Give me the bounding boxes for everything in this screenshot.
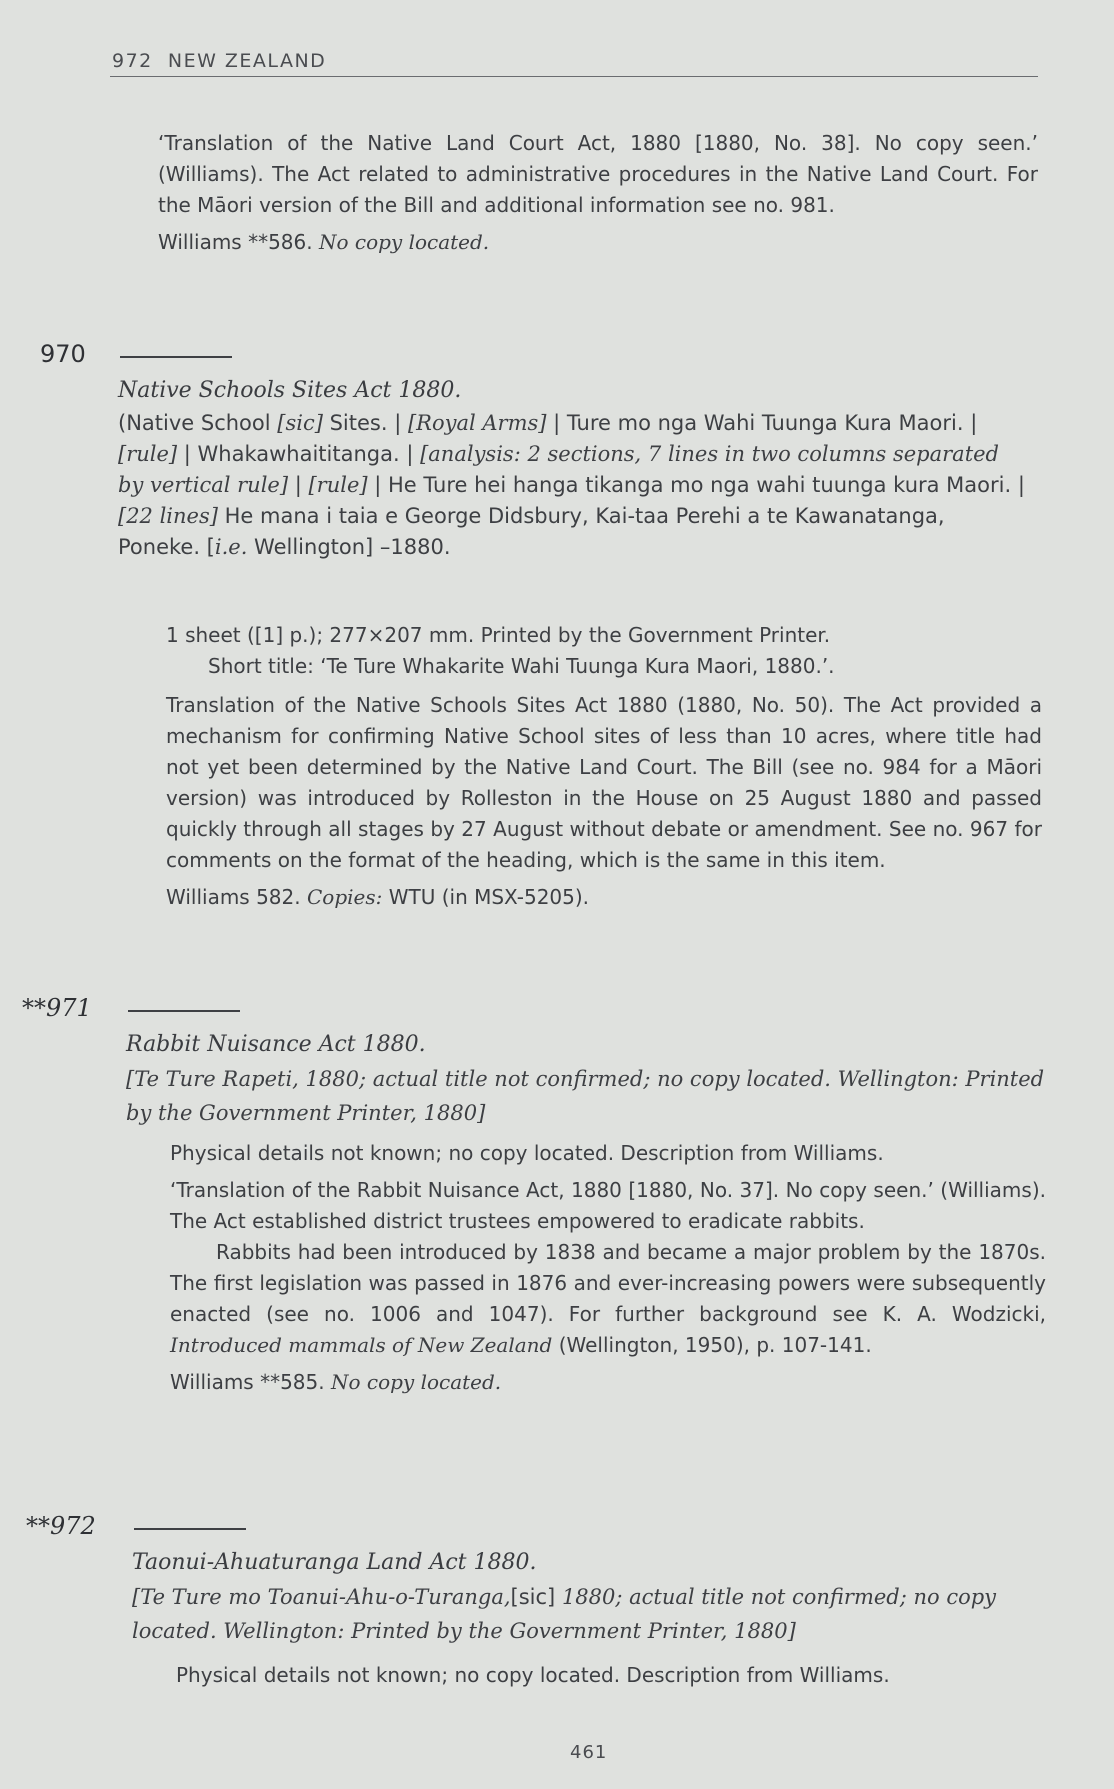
entry-number-972: **972 xyxy=(26,1512,96,1540)
tr-ie: i.e. xyxy=(214,535,248,559)
tr-7: | Whakawhaititanga. | xyxy=(177,442,421,466)
note-970 xyxy=(166,690,1042,913)
transcription-970 xyxy=(118,408,1028,563)
bracket-972-text xyxy=(132,1580,1042,1648)
bracket-971 xyxy=(126,1062,1046,1130)
entry-title-971: Rabbit Nuisance Act 1880. xyxy=(126,1032,426,1057)
tr-royal-arms: [Royal Arms] xyxy=(407,411,547,435)
bracket-972-sic: [sic] xyxy=(510,1585,556,1609)
note-971-a: ‘Translation of the Rabbit Nuisance Act, 1880 [1880, No. 37]. No copy seen.’ (Williams). The Act established district trustees empowered to eradicate rabbits. xyxy=(170,1178,1046,1233)
running-head-page: 972 xyxy=(112,50,153,72)
physical-972 xyxy=(176,1660,1046,1691)
bracket-971-text: [Te Ture Rapeti, 1880; actual title not confirmed; no copy located. Wellington: Printed by the Government Printer, 1880] xyxy=(126,1067,1045,1125)
tr-22-lines: [22 lines] xyxy=(118,504,218,528)
ref-971-note: No copy located. xyxy=(330,1370,502,1394)
note-971-b-3: (Wellington, 1950), p. 107-141. xyxy=(552,1333,872,1357)
page-folio: 461 xyxy=(570,1742,608,1763)
tr-rule-1: [rule] xyxy=(118,442,178,466)
tr-15: Wellington] –1880. xyxy=(247,535,451,559)
tr-analysis: [analysis: 2 sections, 7 lines in two columns separated by vertical rule] xyxy=(118,442,999,497)
running-head xyxy=(112,50,326,72)
running-head-country: NEW ZEALAND xyxy=(167,50,327,72)
entry-dash-971 xyxy=(128,1010,240,1012)
ref-970: Williams 582. xyxy=(166,885,301,909)
copies-970: WTU (in MSX-5205). xyxy=(388,885,590,909)
tr-5: | Ture mo nga Wahi Tuunga Kura Maori. | xyxy=(546,411,978,435)
tr-rule-2: [rule] xyxy=(308,473,368,497)
physical-970 xyxy=(166,620,1046,682)
reference-971 xyxy=(170,1367,1046,1398)
entry-title-970: Native Schools Sites Act 1880. xyxy=(118,378,462,403)
physical-971-text: Physical details not known; no copy located. Description from Williams. xyxy=(170,1141,884,1165)
intro-ref: Williams **586. xyxy=(158,230,313,254)
intro-text: ‘Translation of the Native Land Court Act, 1880 [1880, No. 38]. No copy seen.’ (Williams). The Act related to administrative procedures in the Native Land Court. For the Māori version of the Bill and additional information see no. 981. xyxy=(158,131,1038,217)
bracket-972-a: [Te Ture mo Toanui-Ahu-o-Turanga, xyxy=(132,1585,511,1609)
short-title-970: Short title: ‘Te Ture Whakarite Wahi Tuunga Kura Maori, 1880.’. xyxy=(208,654,835,678)
copies-label-970: Copies: xyxy=(306,885,383,909)
physical-971 xyxy=(170,1138,1046,1398)
physical-972-text: Physical details not known; no copy located. Description from Williams. xyxy=(176,1663,890,1687)
entry-number-970: 970 xyxy=(40,340,86,368)
transcription-text-970 xyxy=(118,408,1028,563)
note-971-b xyxy=(170,1237,1046,1361)
entry-dash-972 xyxy=(134,1528,246,1530)
note-971-b-1: Rabbits had been introduced by 1838 and became a major problem by the 1870s. The first legislation was passed in 1876 and ever-increasing powers were subsequently enacted (see no. 1006 and 1047). For further background see K. A. Wodzicki, xyxy=(170,1240,1046,1326)
tr-sic: [sic] xyxy=(277,411,323,435)
ref-971: Williams **585. xyxy=(170,1370,325,1394)
bracket-972 xyxy=(132,1580,1042,1648)
tr-13: He mana i taia e George Didsbury, Kai-taa Perehi a te Kawanatanga, Poneke. [ xyxy=(118,504,945,559)
tr-3: Sites. | xyxy=(322,411,408,435)
tr-9: | xyxy=(288,473,309,497)
reference-970 xyxy=(166,882,1042,913)
note-971-b-title: Introduced mammals of New Zealand xyxy=(170,1333,553,1357)
physical-970-text: 1 sheet ([1] p.); 277×207 mm. Printed by the Government Printer. xyxy=(166,623,831,647)
entry-dash-970 xyxy=(120,356,232,358)
entry-title-972: Taonui-Ahuaturanga Land Act 1880. xyxy=(132,1550,537,1575)
note-970-text: Translation of the Native Schools Sites Act 1880 (1880, No. 50). The Act provided a mechanism for confirming Native School sites of less than 10 acres, where title had not yet been determined by the Native Land Court. The Bill (see no. 984 for a Māori version) was introduced by Rolleston in the House on 25 August 1880 and passed quickly through all stages by 27 August without debate or amendment. See no. 967 for comments on the format of the heading, which is the same in this item. xyxy=(166,693,1042,872)
intro-block xyxy=(158,128,1038,258)
entry-number-971: **971 xyxy=(22,994,92,1022)
tr-11: | He Ture hei hanga tikanga mo nga wahi tuunga kura Maori. | xyxy=(367,473,1025,497)
header-rule xyxy=(110,76,1038,77)
intro-ref-note: No copy located. xyxy=(318,230,490,254)
tr-1: (Native School xyxy=(118,411,278,435)
intro-reference xyxy=(158,227,1038,258)
bracket-972-b: 1880; actual title not confirmed; no copy located. Wellington: Printed by the Government Printer, 1880] xyxy=(132,1585,997,1643)
